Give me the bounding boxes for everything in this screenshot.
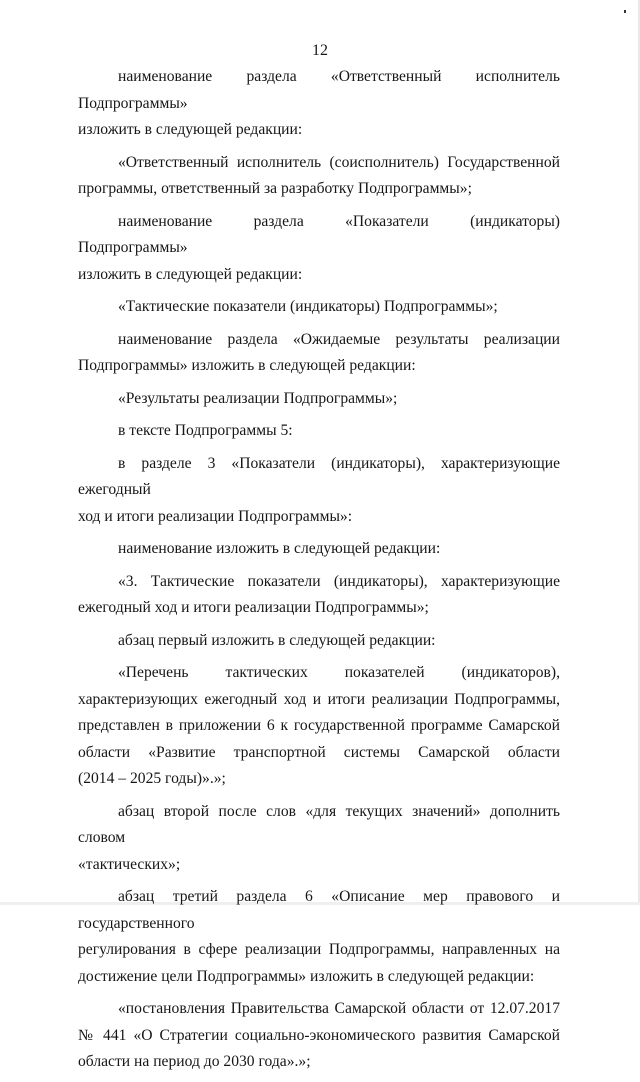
- paragraph: [78, 209, 560, 289]
- paragraph: [78, 799, 560, 879]
- paragraph-line: абзац третий раздела 6 «Описание мер правового и государственного: [78, 888, 560, 932]
- paragraph-line: (2014 – 2025 годы)».»;: [78, 770, 226, 787]
- paragraph-line: «Результаты реализации Подпрограммы»;: [118, 389, 398, 407]
- paragraph-line: «постановления Правительства Самарской области от 12.07.2017: [118, 1000, 560, 1017]
- paragraph-line: Подпрограммы» изложить в следующей редакции:: [78, 357, 416, 374]
- paragraph: [78, 884, 560, 990]
- paragraph-line: «Ответственный исполнитель (соисполнитель) Государственной: [118, 153, 560, 171]
- paragraph-line: абзац второй после слов «для текущих значений» дополнить словом: [78, 802, 560, 846]
- paragraph-line: регулирования в сфере реализации Подпрограммы, направленных на: [78, 941, 560, 958]
- paragraph: [78, 628, 560, 655]
- paragraph: [78, 996, 560, 1076]
- paragraph-line: абзац первый изложить в следующей редакции:: [118, 631, 436, 649]
- paragraph-line: представлен в приложении 6 к государственной программе Самарской: [78, 717, 560, 734]
- document-body: [78, 64, 560, 1082]
- paragraph: [78, 386, 560, 413]
- paragraph-line: наименование изложить в следующей редакции:: [118, 540, 441, 557]
- paragraph-line: наименование раздела «Ответственный исполнитель Подпрограммы»: [78, 68, 560, 112]
- paragraph: [78, 660, 560, 793]
- paragraph-line: № 441 «О Стратегии социально-экономического развития Самарской: [78, 1026, 560, 1044]
- paragraph-line: изложить в следующей редакции:: [78, 265, 303, 283]
- paragraph-line: наименование раздела «Ожидаемые результаты реализации: [118, 330, 560, 348]
- scan-dot-mark: [624, 10, 626, 13]
- paragraph-line: в тексте Подпрограммы 5:: [118, 422, 293, 439]
- paragraph-line: области «Развитие транспортной системы Самарской области: [78, 743, 560, 761]
- paragraph: [78, 451, 560, 531]
- paragraph-line: «тактических»;: [78, 855, 181, 873]
- paragraph-line: в разделе 3 «Показатели (индикаторы), характеризующие ежегодный: [78, 454, 560, 498]
- paragraph: [78, 150, 560, 203]
- paragraph: [78, 536, 560, 563]
- paragraph-line: наименование раздела «Показатели (индикаторы) Подпрограммы»: [78, 212, 560, 256]
- paragraph: [78, 64, 560, 144]
- paragraph: [78, 418, 560, 445]
- paragraph-line: «3. Тактические показатели (индикаторы), характеризующие: [118, 572, 560, 590]
- paragraph-line: изложить в следующей редакции:: [78, 121, 303, 138]
- paragraph-line: достижение цели Подпрограммы» изложить в следующей редакции:: [78, 967, 535, 985]
- paragraph-line: области на период до 2030 года».»;: [78, 1053, 311, 1070]
- paragraph-line: «Перечень тактических показателей (индикаторов),: [118, 664, 560, 681]
- paragraph: [78, 327, 560, 380]
- paragraph-line: программы, ответственный за разработку Подпрограммы»;: [78, 180, 472, 197]
- paragraph: [78, 569, 560, 622]
- paragraph: [78, 294, 560, 321]
- paragraph-line: ежегодный ход и итоги реализации Подпрограммы»;: [78, 599, 429, 616]
- paragraph-line: ход и итоги реализации Подпрограммы»:: [78, 507, 353, 525]
- page-number: 12: [312, 42, 328, 59]
- paragraph-line: характеризующих ежегодный ход и итоги реализации Подпрограммы,: [78, 690, 560, 708]
- paragraph-line: «Тактические показатели (индикаторы) Подпрограммы»;: [118, 298, 498, 315]
